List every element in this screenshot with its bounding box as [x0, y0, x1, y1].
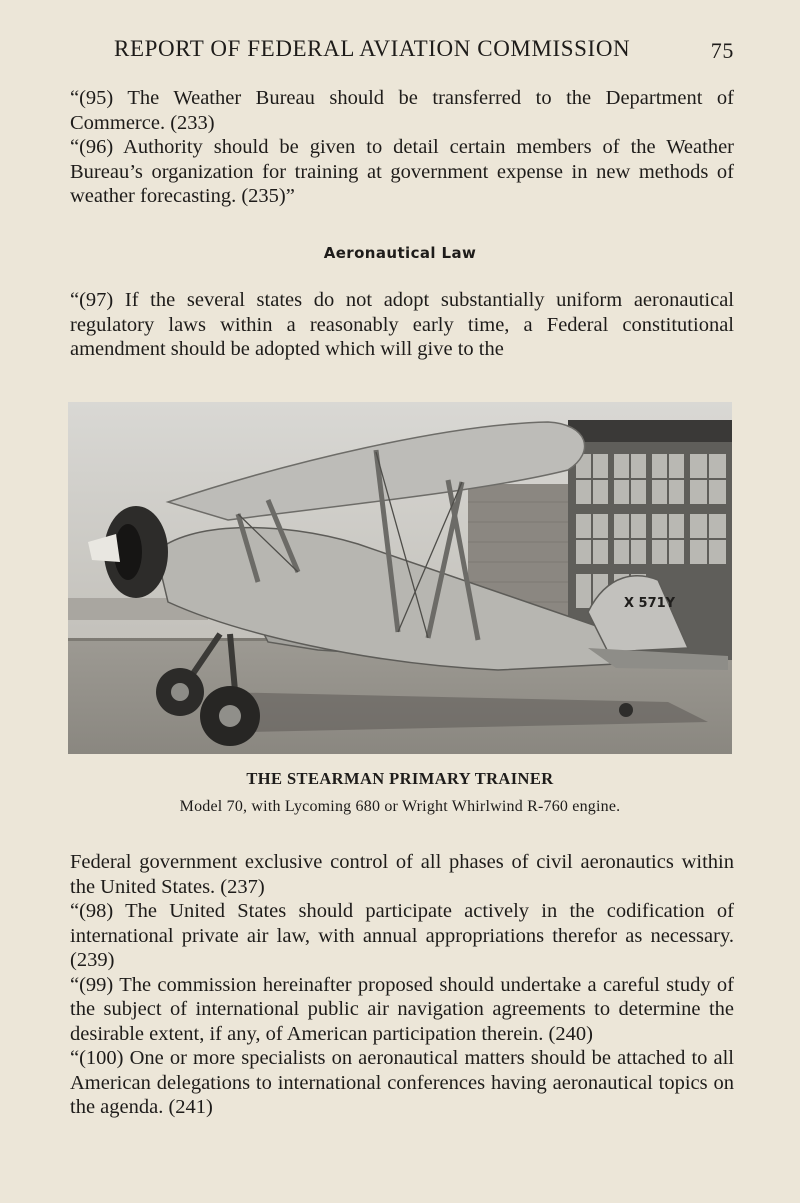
running-header — [114, 36, 734, 62]
photo-caption-subtitle: Model 70, with Lycoming 680 or Wright Whirlwind R-760 engine. — [179, 798, 621, 815]
paragraph-100: “(100) One or more specialists on aeronautical matters should be attached to all American delegations to international conferences having aeronautical topics on the agenda. (241) — [70, 1047, 734, 1118]
paragraph-95: “(95) The Weather Bureau should be transferred to the Department of Commerce. (233) — [70, 87, 734, 134]
biplane-illustration — [68, 402, 732, 754]
paragraph-97: “(97) If the several states do not adopt substantially uniform aeronautical regulatory laws within a reasonably early time, a Federal constitutional amendment should be adopted which will give to the — [70, 289, 734, 360]
running-title: REPORT OF FEDERAL AVIATION COMMISSION — [114, 36, 631, 61]
photo-caption-title: THE STEARMAN PRIMARY TRAINER — [246, 769, 554, 788]
registration-marking: X 571Y — [624, 596, 676, 611]
paragraph-99: “(99) The commission hereinafter proposed should undertake a careful study of the subject of international public air navigation agreements to determine the desirable extent, if any, of American participation therein. (240) — [70, 973, 734, 1045]
paragraph-97-continued: Federal government exclusive control of all phases of civil aeronautics within the United States. (237) — [70, 851, 734, 898]
paragraph-96: “(96) Authority should be given to detail certain members of the Weather Bureau’s organization for training at government expense in new methods of weather forecasting. (235)” — [70, 136, 734, 207]
paragraph-98: “(98) The United States should participate actively in the codification of international private air law, with annual appropriations therefor as necessary. (239) — [70, 900, 734, 971]
section-heading: Aeronautical Law — [323, 244, 477, 262]
biplane-photograph — [68, 402, 732, 754]
bottom-text-block — [70, 850, 734, 1120]
middle-text-block — [70, 288, 734, 362]
top-text-block — [70, 86, 734, 209]
page-number: 75 — [710, 38, 734, 63]
